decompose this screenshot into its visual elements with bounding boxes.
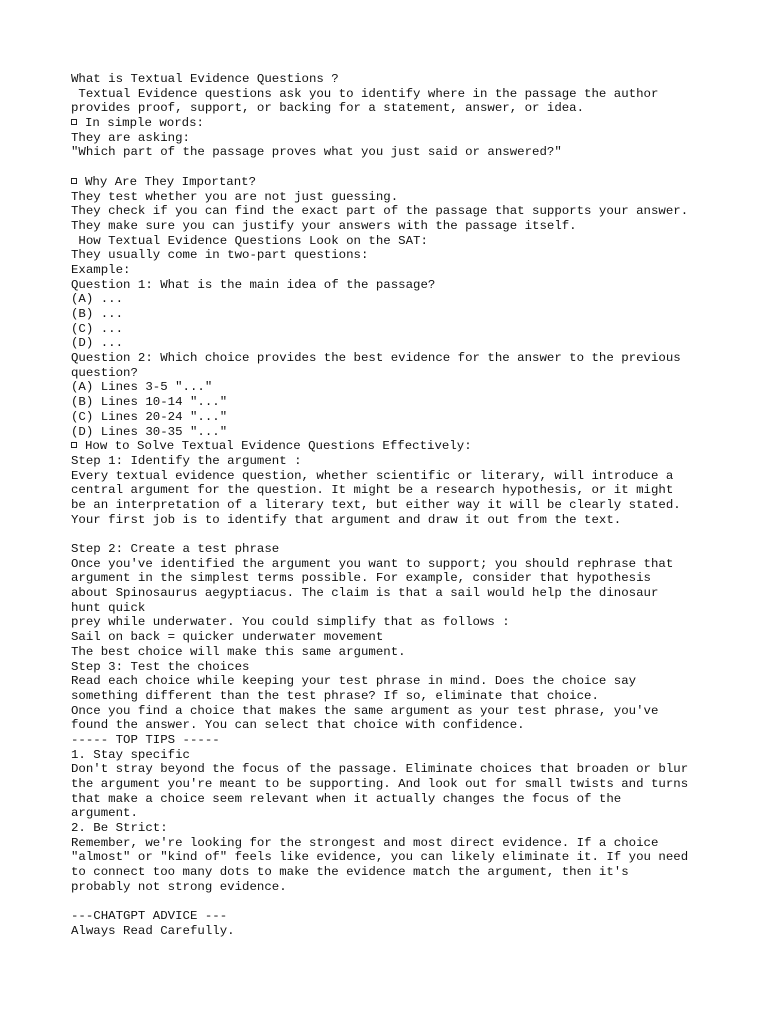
text-line bbox=[71, 439, 751, 454]
line-text: central argument for the question. It might be a research hypothesis, or it might bbox=[71, 483, 674, 498]
line-text: Always Read Carefully. bbox=[71, 923, 235, 938]
text-line bbox=[71, 101, 751, 116]
text-line bbox=[71, 366, 751, 381]
line-text: 1. Stay specific bbox=[71, 747, 190, 762]
line-text: Remember, we're looking for the strongest and most direct evidence. If a choice bbox=[71, 835, 659, 850]
line-text: something different than the test phrase? If so, eliminate that choice. bbox=[71, 688, 599, 703]
text-line bbox=[71, 454, 751, 469]
line-text: the argument you're meant to be supporting. And look out for small twists and turns bbox=[71, 777, 689, 791]
text-line bbox=[71, 748, 751, 763]
text-line bbox=[71, 718, 751, 733]
line-text: Step 1: Identify the argument : bbox=[71, 453, 302, 468]
line-text: Don't stray beyond the focus of the passage. Eliminate choices that broaden or blur bbox=[71, 762, 689, 777]
line-text: In simple words: bbox=[85, 116, 204, 131]
line-text: Once you've identified the argument you want to support; you should rephrase that bbox=[71, 556, 674, 571]
text-line bbox=[71, 307, 751, 322]
text-line bbox=[71, 836, 751, 851]
line-text: Your first job is to identify that argument and draw it out from the text. bbox=[71, 512, 622, 527]
line-text: (A) Lines 3-5 "..." bbox=[71, 380, 213, 395]
line-text: "almost" or "kind of" feels like evidence, you can likely eliminate it. If you need bbox=[71, 850, 689, 865]
text-line bbox=[71, 190, 751, 205]
line-text: about Spinosaurus aegyptiacus. The claim is that a sail would help the dinosaur bbox=[71, 586, 659, 601]
line-text: Textual Evidence questions ask you to identify where in the passage the author bbox=[71, 86, 659, 101]
line-text: (C) ... bbox=[71, 321, 124, 336]
text-line bbox=[71, 248, 751, 263]
line-text: (D) ... bbox=[71, 336, 124, 351]
line-text: Question 1: What is the main idea of the passage? bbox=[71, 277, 436, 292]
line-text: probably not strong evidence. bbox=[71, 879, 287, 894]
line-text: They are asking: bbox=[71, 130, 190, 145]
line-text: They make sure you can justify your answers with the passage itself. bbox=[71, 218, 577, 233]
line-text: Step 3: Test the choices bbox=[71, 659, 250, 674]
line-text: argument in the simplest terms possible. For example, consider that hypothesis bbox=[71, 571, 651, 586]
line-text: Step 2: Create a test phrase bbox=[71, 542, 280, 556]
line-text: ----- TOP TIPS ----- bbox=[71, 732, 220, 747]
box-symbol-icon bbox=[71, 119, 77, 125]
line-text: Question 2: Which choice provides the best evidence for the answer to the previous bbox=[71, 351, 681, 366]
line-text: Once you find a choice that makes the same argument as your test phrase, you've bbox=[71, 703, 659, 718]
text-line bbox=[71, 777, 751, 792]
text-line bbox=[71, 806, 751, 821]
line-text: How to Solve Textual Evidence Questions Effectively: bbox=[85, 439, 472, 454]
line-text: "Which part of the passage proves what you just said or answered?" bbox=[71, 145, 562, 160]
line-text: argument. bbox=[71, 806, 138, 821]
text-line bbox=[71, 351, 751, 366]
text-line bbox=[71, 542, 751, 557]
line-text: Example: bbox=[71, 262, 131, 277]
text-line bbox=[71, 425, 751, 440]
text-line bbox=[71, 630, 751, 645]
text-line bbox=[71, 571, 751, 586]
text-line bbox=[71, 278, 751, 293]
text-line bbox=[71, 733, 751, 748]
text-line bbox=[71, 689, 751, 704]
text-line bbox=[71, 527, 751, 542]
text-line bbox=[71, 395, 751, 410]
text-line bbox=[71, 880, 751, 895]
line-text: Why Are They Important? bbox=[85, 174, 257, 189]
line-text: Read each choice while keeping your test phrase in mind. Does the choice say bbox=[71, 674, 637, 689]
text-line bbox=[71, 498, 751, 513]
text-line bbox=[71, 601, 751, 616]
line-text: How Textual Evidence Questions Look on the SAT: bbox=[71, 233, 428, 248]
text-line bbox=[71, 263, 751, 278]
text-line bbox=[71, 821, 751, 836]
document-body bbox=[71, 72, 751, 939]
text-line bbox=[71, 557, 751, 572]
text-line bbox=[71, 145, 751, 160]
text-line bbox=[71, 204, 751, 219]
line-text: hunt quick bbox=[71, 600, 146, 615]
text-line bbox=[71, 924, 751, 939]
text-line bbox=[71, 865, 751, 880]
text-line bbox=[71, 615, 751, 630]
line-text: (B) Lines 10-14 "..." bbox=[71, 395, 228, 410]
text-line bbox=[71, 483, 751, 498]
line-text: to connect too many dots to make the evidence match the argument, then it's bbox=[71, 865, 629, 880]
line-text: provides proof, support, or backing for a statement, answer, or idea. bbox=[71, 101, 585, 116]
line-text: be an interpretation of a literary text, but either way it will be clearly stated. bbox=[71, 497, 681, 512]
line-text: that make a choice seem relevant when it actually changes the focus of the bbox=[71, 791, 622, 806]
line-text: They test whether you are not just guessing. bbox=[71, 189, 399, 204]
line-text: Every textual evidence question, whether scientific or literary, will introduce a bbox=[71, 468, 674, 483]
line-text: They usually come in two-part questions: bbox=[71, 248, 369, 263]
text-line bbox=[71, 762, 751, 777]
text-line bbox=[71, 322, 751, 337]
text-line bbox=[71, 234, 751, 249]
text-line bbox=[71, 175, 751, 190]
text-line bbox=[71, 116, 751, 131]
line-text: found the answer. You can select that choice with confidence. bbox=[71, 718, 525, 733]
text-line bbox=[71, 586, 751, 601]
text-line bbox=[71, 909, 751, 924]
text-line bbox=[71, 674, 751, 689]
box-symbol-icon bbox=[71, 178, 77, 184]
text-line bbox=[71, 645, 751, 660]
text-line bbox=[71, 160, 751, 175]
text-line bbox=[71, 219, 751, 234]
text-line bbox=[71, 72, 751, 87]
line-text: They check if you can find the exact part of the passage that supports your answer. bbox=[71, 204, 689, 219]
text-line bbox=[71, 704, 751, 719]
line-text: question? bbox=[71, 365, 138, 380]
text-line bbox=[71, 131, 751, 146]
line-text: What is Textual Evidence Questions ? bbox=[71, 72, 339, 86]
line-text: The best choice will make this same argument. bbox=[71, 644, 406, 659]
line-text: Sail on back = quicker underwater movement bbox=[71, 630, 384, 645]
text-line bbox=[71, 895, 751, 910]
box-symbol-icon bbox=[71, 442, 77, 448]
line-text: 2. Be Strict: bbox=[71, 821, 168, 836]
text-line bbox=[71, 87, 751, 102]
text-line bbox=[71, 469, 751, 484]
text-line bbox=[71, 410, 751, 425]
text-line bbox=[71, 850, 751, 865]
line-text: prey while underwater. You could simplify that as follows : bbox=[71, 615, 510, 630]
text-line bbox=[71, 292, 751, 307]
text-line bbox=[71, 380, 751, 395]
text-line bbox=[71, 792, 751, 807]
line-text: (C) Lines 20-24 "..." bbox=[71, 409, 228, 424]
line-text: (B) ... bbox=[71, 307, 124, 321]
line-text: (D) Lines 30-35 "..." bbox=[71, 424, 228, 439]
line-text: (A) ... bbox=[71, 292, 124, 307]
line-text: ---CHATGPT ADVICE --- bbox=[71, 909, 228, 924]
text-line bbox=[71, 336, 751, 351]
text-line bbox=[71, 513, 751, 528]
text-line bbox=[71, 660, 751, 675]
